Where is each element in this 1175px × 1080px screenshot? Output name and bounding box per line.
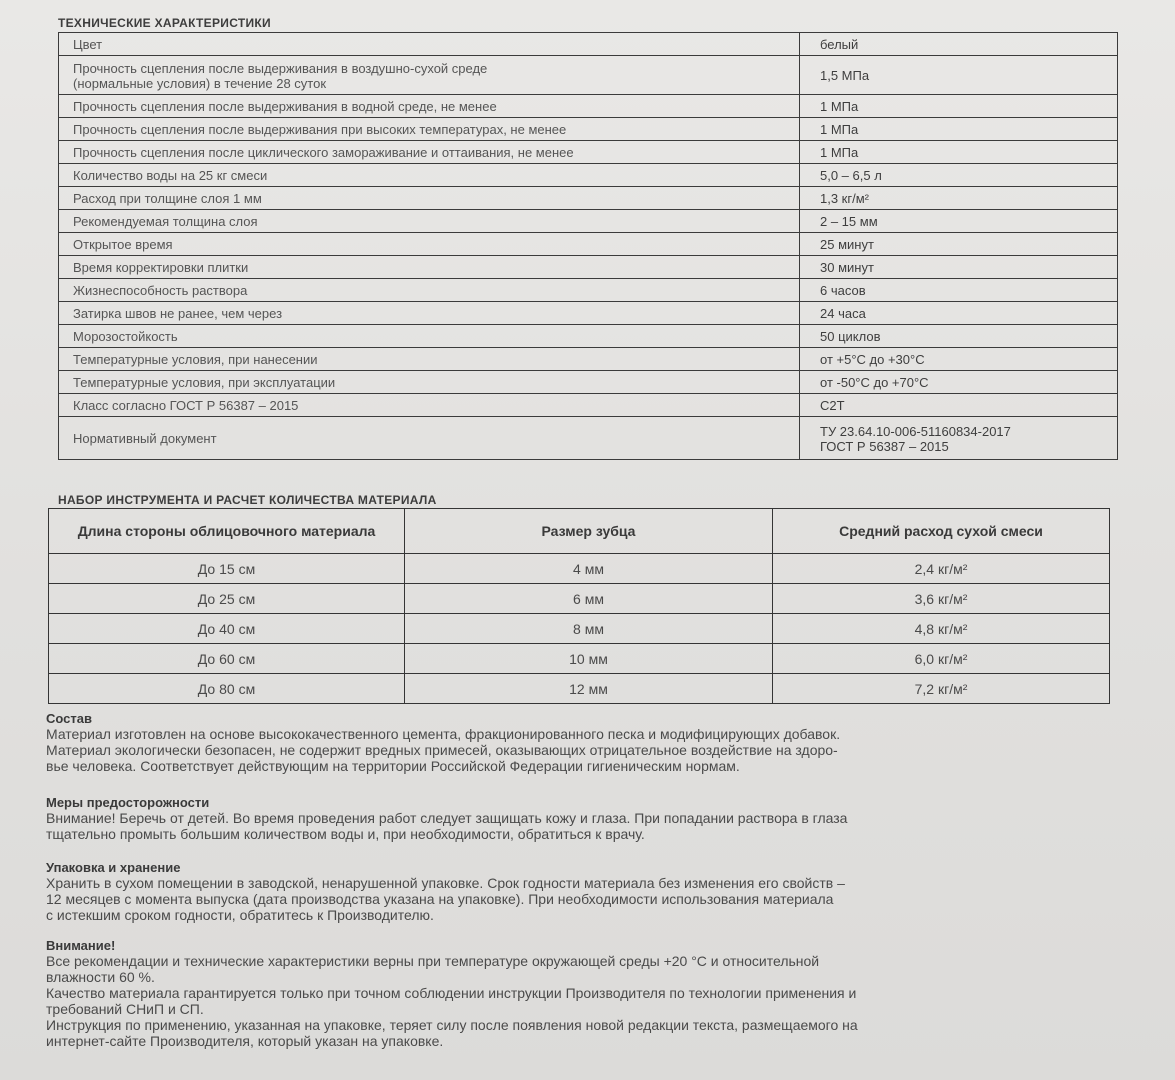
spec-value xyxy=(800,56,1118,95)
spec-value-text: 25 минут xyxy=(820,237,874,252)
spec-value-text: 30 минут xyxy=(820,260,874,275)
specs-table xyxy=(58,32,1118,460)
spec-value xyxy=(800,256,1118,279)
spec-parameter xyxy=(59,118,800,141)
spec-parameter xyxy=(59,56,800,95)
column-header: Длина стороны облицовочного материала xyxy=(49,509,405,554)
tile-size-cell: До 40 см xyxy=(49,614,405,644)
section-text: тщательно промыть большим количеством воды и, при необходимости, обратиться к врачу. xyxy=(46,826,645,842)
tools-row xyxy=(49,554,1110,584)
spec-value-text: 1 МПа xyxy=(820,99,859,114)
spec-value-text: 50 циклов xyxy=(820,329,881,344)
spec-parameter xyxy=(59,348,800,371)
spec-row xyxy=(59,302,1118,325)
spec-parameter-text: Температурные условия, при нанесении xyxy=(73,352,318,367)
spec-row xyxy=(59,233,1118,256)
spec-parameter xyxy=(59,210,800,233)
section-heading: Внимание! xyxy=(46,938,116,953)
spec-value xyxy=(800,95,1118,118)
spec-value xyxy=(800,302,1118,325)
spec-value xyxy=(800,371,1118,394)
spec-row xyxy=(59,394,1118,417)
section-heading: Упаковка и хранение xyxy=(46,860,181,875)
precautions-section xyxy=(46,795,1126,842)
attention-section xyxy=(46,938,1126,1049)
spec-parameter-text: Открытое время xyxy=(73,237,173,252)
spec-value-text: С2Т xyxy=(820,398,845,413)
spec-parameter xyxy=(59,394,800,417)
tile-size-cell: До 60 см xyxy=(49,644,405,674)
spec-row xyxy=(59,371,1118,394)
spec-parameter xyxy=(59,141,800,164)
spec-value xyxy=(800,233,1118,256)
spec-parameter-text: Затирка швов не ранее, чем через xyxy=(73,306,283,321)
spec-parameter-text: Расход при толщине слоя 1 мм xyxy=(73,191,262,206)
spec-parameter-text: Цвет xyxy=(73,37,103,52)
tools-table xyxy=(48,508,1110,704)
spec-row xyxy=(59,141,1118,164)
notch-size-cell: 10 мм xyxy=(405,644,773,674)
spec-parameter-text: Класс согласно ГОСТ Р 56387 – 2015 xyxy=(73,398,299,413)
spec-parameter-text: (нормальные условия) в течение 28 суток xyxy=(73,75,327,91)
storage-section xyxy=(46,860,1126,923)
spec-parameter xyxy=(59,164,800,187)
section-text: Качество материала гарантируется только при точном соблюдении инструкции Производителя по технологии применения и xyxy=(46,985,857,1001)
tools-row xyxy=(49,614,1110,644)
tile-size-cell: До 15 см xyxy=(49,554,405,584)
spec-parameter xyxy=(59,95,800,118)
column-header: Размер зубца xyxy=(405,509,773,554)
spec-value-text: белый xyxy=(820,37,859,52)
spec-row xyxy=(59,256,1118,279)
spec-row xyxy=(59,325,1118,348)
tile-size-cell: До 80 см xyxy=(49,674,405,704)
section-text: Инструкция по применению, указанная на упаковке, теряет силу после появления новой редакции текста, размещаемого на xyxy=(46,1017,858,1033)
section-text: Хранить в сухом помещении в заводской, ненарушенной упаковке. Срок годности материала без изменения его свойств – xyxy=(46,875,845,891)
notch-size-cell: 12 мм xyxy=(405,674,773,704)
spec-parameter-text: Время корректировки плитки xyxy=(73,260,249,275)
spec-parameter xyxy=(59,187,800,210)
spec-parameter xyxy=(59,302,800,325)
section-text: Внимание! Беречь от детей. Во время проведения работ следует защищать кожу и глаза. При попадании раствора в глаза xyxy=(46,810,848,826)
spec-parameter-text: Жизнеспособность раствора xyxy=(73,283,248,298)
spec-parameter xyxy=(59,233,800,256)
spec-row xyxy=(59,118,1118,141)
spec-parameter xyxy=(59,325,800,348)
spec-row xyxy=(59,187,1118,210)
spec-value-text: 5,0 – 6,5 л xyxy=(820,168,882,183)
spec-value-text: 1,5 МПа xyxy=(820,68,870,83)
section-text: интернет-сайте Производителя, который указан на упаковке. xyxy=(46,1033,444,1049)
spec-parameter-text: Рекомендуемая толщина слоя xyxy=(73,214,258,229)
consumption-cell: 3,6 кг/м² xyxy=(773,584,1110,614)
tools-heading: НАБОР ИНСТРУМЕНТА И РАСЧЕТ КОЛИЧЕСТВА МАТЕРИАЛА xyxy=(58,493,437,507)
column-header: Средний расход сухой смеси xyxy=(773,509,1110,554)
spec-parameter-text: Прочность сцепления после циклического замораживание и оттаивания, не менее xyxy=(73,145,574,160)
composition-section xyxy=(46,711,1126,774)
consumption-cell: 6,0 кг/м² xyxy=(773,644,1110,674)
spec-value-text: 6 часов xyxy=(820,283,866,298)
tile-size-cell: До 25 см xyxy=(49,584,405,614)
section-text: требований СНиП и СП. xyxy=(46,1001,204,1017)
spec-value xyxy=(800,164,1118,187)
consumption-cell: 7,2 кг/м² xyxy=(773,674,1110,704)
section-text: 12 месяцев с момента выпуска (дата производства указана на упаковке). При необходимости использования материала xyxy=(46,891,834,907)
spec-value xyxy=(800,33,1118,56)
section-text: вье человека. Соответствует действующим на территории Российской Федерации гигиеническим нормам. xyxy=(46,758,740,774)
spec-value-text: от -50°С до +70°С xyxy=(820,375,929,390)
tools-row xyxy=(49,674,1110,704)
spec-parameter xyxy=(59,371,800,394)
notch-size-cell: 6 мм xyxy=(405,584,773,614)
tools-header-row xyxy=(49,509,1110,554)
spec-row xyxy=(59,279,1118,302)
spec-value-text: 1 МПа xyxy=(820,122,859,137)
spec-parameter-text: Прочность сцепления после выдерживания в водной среде, не менее xyxy=(73,99,497,114)
spec-parameter xyxy=(59,417,800,460)
spec-row xyxy=(59,56,1118,95)
section-text: Все рекомендации и технические характеристики верны при температуре окружающей среды +20 °С и относительной xyxy=(46,953,820,969)
section-text: с истекшим сроком годности, обратитесь к Производителю. xyxy=(46,907,434,923)
notch-size-cell: 8 мм xyxy=(405,614,773,644)
notch-size-cell: 4 мм xyxy=(405,554,773,584)
spec-row xyxy=(59,348,1118,371)
spec-value xyxy=(800,141,1118,164)
spec-value xyxy=(800,325,1118,348)
spec-parameter-text: Количество воды на 25 кг смеси xyxy=(73,168,268,183)
spec-row xyxy=(59,95,1118,118)
spec-parameter-text: Температурные условия, при эксплуатации xyxy=(73,375,336,390)
spec-value-text: 1 МПа xyxy=(820,145,859,160)
specs-heading: ТЕХНИЧЕСКИЕ ХАРАКТЕРИСТИКИ xyxy=(58,16,271,30)
spec-value xyxy=(800,210,1118,233)
spec-parameter xyxy=(59,279,800,302)
spec-row xyxy=(59,164,1118,187)
spec-parameter xyxy=(59,33,800,56)
spec-value xyxy=(800,187,1118,210)
spec-value xyxy=(800,348,1118,371)
spec-parameter-text: Нормативный документ xyxy=(73,431,217,446)
spec-parameter-text: Прочность сцепления после выдерживания в воздушно-сухой среде xyxy=(73,60,488,76)
spec-value-text: ТУ 23.64.10-006-51160834-2017 xyxy=(820,423,1011,439)
consumption-cell: 2,4 кг/м² xyxy=(773,554,1110,584)
section-text: Материал экологически безопасен, не содержит вредных примесей, оказывающих отрицательное воздействие на здоро- xyxy=(46,742,838,758)
spec-value xyxy=(800,417,1118,460)
section-heading: Меры предосторожности xyxy=(46,795,210,810)
section-heading: Состав xyxy=(46,711,92,726)
spec-value-text: 24 часа xyxy=(820,306,866,321)
spec-parameter xyxy=(59,256,800,279)
spec-value-text: от +5°С до +30°С xyxy=(820,352,925,367)
spec-value-text: 2 – 15 мм xyxy=(820,214,878,229)
spec-value-text: ГОСТ Р 56387 – 2015 xyxy=(820,438,949,454)
tools-row xyxy=(49,584,1110,614)
spec-row xyxy=(59,33,1118,56)
spec-row xyxy=(59,417,1118,460)
tools-row xyxy=(49,644,1110,674)
spec-parameter-text: Морозостойкость xyxy=(73,329,178,344)
spec-value xyxy=(800,118,1118,141)
spec-row xyxy=(59,210,1118,233)
spec-value xyxy=(800,394,1118,417)
spec-value xyxy=(800,279,1118,302)
section-text: влажности 60 %. xyxy=(46,969,155,985)
consumption-cell: 4,8 кг/м² xyxy=(773,614,1110,644)
section-text: Материал изготовлен на основе высококачественного цемента, фракционированного песка и модифицирующих добавок. xyxy=(46,726,841,742)
spec-value-text: 1,3 кг/м² xyxy=(820,191,869,206)
spec-parameter-text: Прочность сцепления после выдерживания при высоких температурах, не менее xyxy=(73,122,567,137)
